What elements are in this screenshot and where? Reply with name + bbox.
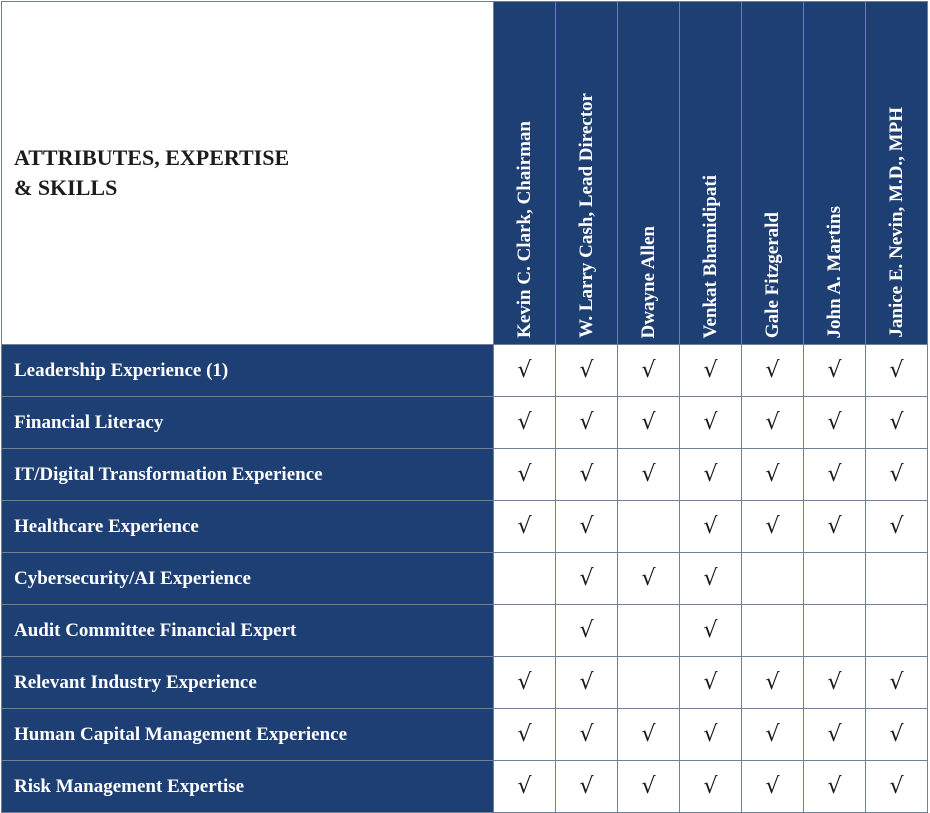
director-name: Janice E. Nevin, M.D., MPH	[885, 107, 907, 338]
director-name: John A. Martins	[823, 205, 845, 338]
check-mark-icon: √	[742, 501, 804, 553]
check-mark-icon: √	[680, 553, 742, 605]
empty-cell	[866, 605, 928, 657]
check-mark-icon: √	[494, 345, 556, 397]
check-mark-icon: √	[804, 449, 866, 501]
table-row	[2, 605, 928, 657]
director-header-3	[618, 2, 680, 345]
check-mark-icon: √	[494, 709, 556, 761]
check-mark-icon: √	[680, 501, 742, 553]
empty-cell	[804, 605, 866, 657]
attribute-label: Leadership Experience (1)	[2, 345, 494, 397]
check-mark-icon: √	[866, 345, 928, 397]
check-mark-icon: √	[804, 345, 866, 397]
check-mark-icon: √	[680, 605, 742, 657]
check-mark-icon: √	[680, 709, 742, 761]
check-mark-icon: √	[618, 397, 680, 449]
director-header-2	[556, 2, 618, 345]
table-row	[2, 397, 928, 449]
empty-cell	[494, 553, 556, 605]
director-name: Kevin C. Clark, Chairman	[513, 121, 535, 338]
check-mark-icon: √	[866, 501, 928, 553]
director-name: Dwayne Allen	[637, 225, 659, 338]
check-mark-icon: √	[804, 397, 866, 449]
check-mark-icon: √	[556, 761, 618, 813]
table-row	[2, 501, 928, 553]
attribute-label: Audit Committee Financial Expert	[2, 605, 494, 657]
check-mark-icon: √	[804, 761, 866, 813]
check-mark-icon: √	[494, 761, 556, 813]
director-header-1	[494, 2, 556, 345]
check-mark-icon: √	[494, 397, 556, 449]
check-mark-icon: √	[618, 449, 680, 501]
attribute-label: Healthcare Experience	[2, 501, 494, 553]
empty-cell	[494, 605, 556, 657]
director-name: W. Larry Cash, Lead Director	[575, 93, 597, 338]
check-mark-icon: √	[556, 501, 618, 553]
check-mark-icon: √	[556, 397, 618, 449]
empty-cell	[804, 553, 866, 605]
matrix-title	[2, 2, 494, 345]
check-mark-icon: √	[804, 501, 866, 553]
check-mark-icon: √	[680, 657, 742, 709]
check-mark-icon: √	[742, 761, 804, 813]
director-name: Gale Fitzgerald	[761, 211, 783, 338]
attribute-label: Financial Literacy	[2, 397, 494, 449]
check-mark-icon: √	[804, 709, 866, 761]
empty-cell	[618, 657, 680, 709]
matrix-body	[2, 345, 928, 813]
empty-cell	[866, 553, 928, 605]
director-header-7	[866, 2, 928, 345]
check-mark-icon: √	[618, 761, 680, 813]
attribute-label: Risk Management Expertise	[2, 761, 494, 813]
attribute-label: Relevant Industry Experience	[2, 657, 494, 709]
check-mark-icon: √	[556, 449, 618, 501]
attribute-label: Cybersecurity/AI Experience	[2, 553, 494, 605]
attribute-label: Human Capital Management Experience	[2, 709, 494, 761]
attribute-label: IT/Digital Transformation Experience	[2, 449, 494, 501]
check-mark-icon: √	[866, 709, 928, 761]
check-mark-icon: √	[742, 345, 804, 397]
check-mark-icon: √	[556, 657, 618, 709]
check-mark-icon: √	[680, 449, 742, 501]
table-row	[2, 345, 928, 397]
empty-cell	[742, 605, 804, 657]
director-name: Venkat Bhamidipati	[699, 174, 721, 338]
check-mark-icon: √	[680, 761, 742, 813]
check-mark-icon: √	[680, 397, 742, 449]
check-mark-icon: √	[680, 345, 742, 397]
matrix-title-line-1: ATTRIBUTES, EXPERTISE	[14, 145, 290, 170]
table-row	[2, 553, 928, 605]
check-mark-icon: √	[494, 501, 556, 553]
check-mark-icon: √	[618, 345, 680, 397]
check-mark-icon: √	[556, 553, 618, 605]
check-mark-icon: √	[866, 761, 928, 813]
skills-matrix-table	[1, 1, 928, 813]
check-mark-icon: √	[804, 657, 866, 709]
empty-cell	[618, 605, 680, 657]
check-mark-icon: √	[556, 345, 618, 397]
check-mark-icon: √	[556, 709, 618, 761]
matrix-title-line-2: & SKILLS	[14, 175, 118, 200]
check-mark-icon: √	[866, 657, 928, 709]
check-mark-icon: √	[866, 397, 928, 449]
director-header-6	[804, 2, 866, 345]
check-mark-icon: √	[494, 449, 556, 501]
table-row	[2, 449, 928, 501]
check-mark-icon: √	[866, 449, 928, 501]
check-mark-icon: √	[494, 657, 556, 709]
table-row	[2, 657, 928, 709]
check-mark-icon: √	[618, 709, 680, 761]
header-row	[2, 2, 928, 345]
check-mark-icon: √	[742, 657, 804, 709]
director-header-5	[742, 2, 804, 345]
check-mark-icon: √	[618, 553, 680, 605]
table-row	[2, 709, 928, 761]
director-header-4	[680, 2, 742, 345]
check-mark-icon: √	[742, 709, 804, 761]
table-row	[2, 761, 928, 813]
check-mark-icon: √	[742, 397, 804, 449]
empty-cell	[618, 501, 680, 553]
check-mark-icon: √	[556, 605, 618, 657]
empty-cell	[742, 553, 804, 605]
check-mark-icon: √	[742, 449, 804, 501]
